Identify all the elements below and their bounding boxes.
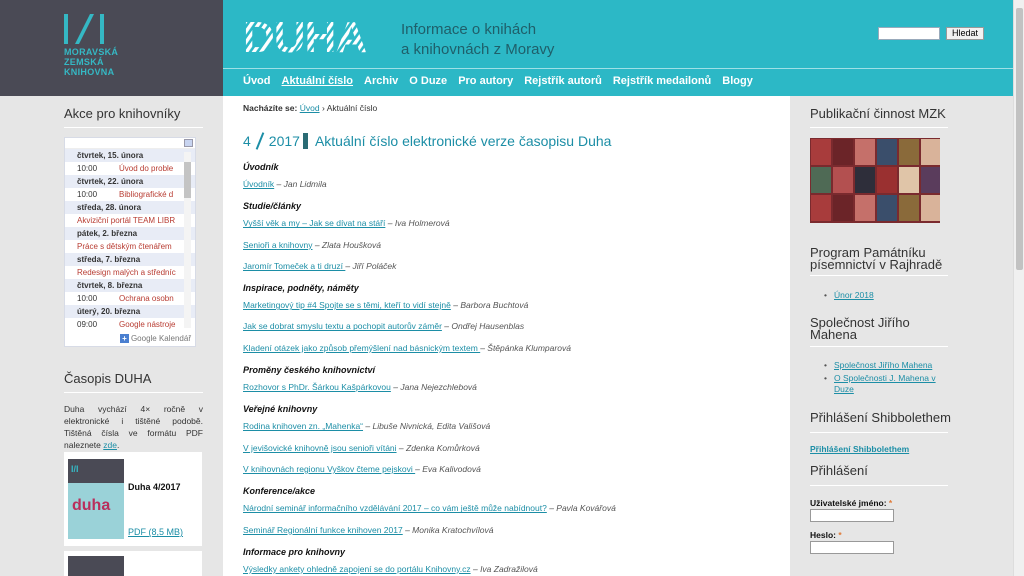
pub-title-rule	[810, 127, 948, 128]
article-link[interactable]: V jevišovické knihovně jsou senioři vítáni	[243, 442, 397, 453]
nav-item[interactable]: Aktuální číslo	[281, 75, 354, 87]
calendar-event[interactable]	[65, 240, 195, 253]
program-title: Program Památníku písemnictví v Rajhradě	[810, 245, 943, 272]
calendar-event-time: 09:00	[77, 320, 98, 329]
casopis-title: Časopis DUHA	[64, 371, 152, 386]
password-label-text: Heslo:	[810, 530, 836, 540]
article-author: Barbora Buchtová	[460, 300, 529, 311]
article-row: Seminář Regionální funkce knihoven 2017 – Monika Kratochvílová	[243, 524, 494, 535]
breadcrumb-current: Aktuální číslo	[326, 103, 378, 113]
issue-name: Duha 4/2017	[128, 482, 181, 492]
article-row: Národní seminář informačního vzdělávání 2017 – co vám ještě může nabídnout? – Pavla Kovářová	[243, 503, 616, 514]
issue-year: 2017	[268, 133, 300, 149]
issue-cover-mark: I/I	[71, 464, 79, 474]
duha-logo[interactable]	[243, 12, 383, 56]
shibboleth-login-link[interactable]: Přihlášení Shibbolethem	[810, 444, 910, 454]
publication-cover	[833, 167, 853, 193]
tagline-line-1: Informace o knihách	[401, 21, 537, 38]
calendar-event-title: Ochrana osobn	[119, 294, 174, 303]
publication-cover	[855, 195, 875, 221]
publications-image[interactable]	[810, 138, 940, 223]
spol-list	[810, 360, 950, 397]
program-title-rule	[810, 275, 948, 276]
events-title: Akce pro knihovníky	[64, 106, 181, 121]
calendar-event[interactable]	[65, 214, 195, 227]
section-heading: Konference/akce	[243, 486, 316, 497]
article-author: Zlata Houšková	[321, 239, 381, 250]
article-author: Iva Zadražilová	[480, 563, 538, 574]
issue-pdf-link[interactable]: PDF (8,5 MB)	[128, 527, 184, 537]
search-button[interactable]: Hledat	[946, 27, 984, 40]
issue-title-text: Aktuální číslo elektronické verze časopisu Duha	[314, 133, 612, 149]
article-author: Monika Kratochvílová	[412, 524, 494, 535]
required-mark: *	[888, 498, 893, 508]
nav-item[interactable]: Pro autory	[458, 75, 514, 87]
main-content	[223, 96, 790, 576]
casopis-pdf-link[interactable]: zde	[103, 440, 117, 450]
calendar-event-title: Redesign malých a středníc	[77, 268, 176, 277]
password-label	[810, 530, 842, 540]
google-calendar-label: Google Kalendář	[130, 334, 191, 343]
pub-title: Publikační činnost MZK	[810, 106, 946, 121]
mzk-logo-icon[interactable]	[64, 14, 104, 44]
calendar-event-title: Akviziční portál TEAM LIBR	[77, 216, 176, 225]
search-input[interactable]	[878, 27, 940, 40]
publication-cover	[921, 195, 940, 221]
calendar-scrollbar-thumb[interactable]	[184, 162, 191, 198]
spol-item	[810, 360, 950, 371]
article-row: V jevišovické knihovně jsou senioři vítáni – Zdenka Komůrková	[243, 442, 480, 453]
calendar-event[interactable]	[65, 292, 195, 305]
spol-link[interactable]: O Společnosti J. Mahena v Duze	[834, 373, 936, 394]
publication-cover	[899, 139, 919, 165]
spol-link[interactable]: Společnost Jiřího Mahena	[834, 360, 933, 370]
publication-cover	[877, 139, 897, 165]
casopis-description: Duha vychází 4× ročně v elektronické i tištěné podobě. Tištěná čísla ve formátu PDF naleznete zde.	[64, 404, 203, 450]
issue-card-next	[64, 551, 202, 576]
calendar-day-header[interactable]: středa, 28. února	[65, 201, 195, 214]
username-label-text: Uživatelské jméno:	[810, 498, 887, 508]
article-row: Výsledky ankety ohledně zapojení se do portálu Knihovny.cz – Iva Zadražilová	[243, 563, 538, 574]
article-link[interactable]: Jaromír Tomeček a ti druzí	[243, 260, 346, 271]
events-title-rule	[64, 127, 203, 128]
calendar-event[interactable]	[65, 188, 195, 201]
article-link[interactable]: Výsledky ankety ohledně zapojení se do portálu Knihovny.cz	[243, 563, 471, 574]
article-link[interactable]: Úvodník	[243, 179, 275, 189]
publication-cover	[899, 167, 919, 193]
article-link[interactable]: Rozhovor s PhDr. Šárkou Kašpárkovou	[243, 382, 391, 393]
tagline	[401, 20, 554, 60]
section-heading: Informace pro knihovny	[243, 546, 346, 557]
publication-cover	[811, 139, 831, 165]
login-title: Přihlášení	[810, 463, 868, 478]
main-nav	[243, 75, 764, 87]
article-row: Rodina knihoven zn. „Mahenka“ – Libuše Nivnická, Edita Vališová	[243, 421, 491, 432]
article-link[interactable]: Rodina knihoven zn. „Mahenka“	[243, 421, 364, 432]
article-author: Iva Holmerová	[394, 218, 450, 229]
publication-cover	[899, 195, 919, 221]
article-link[interactable]: Senioři a knihovny	[243, 239, 313, 250]
article-link[interactable]: Vyšší věk a my – Jak se dívat na stáří	[243, 218, 386, 229]
publication-cover	[833, 195, 853, 221]
article-row: Jak se dobrat smyslu textu a pochopit autorův záměr – Ondřej Hausenblas	[243, 321, 525, 332]
calendar-event-time: 10:00	[77, 190, 98, 199]
title-slash-icon	[255, 132, 264, 149]
article-row: V knihovnách regionu Vyškov čteme pejskovi – Eva Kalivodová	[243, 463, 481, 474]
article-author: Štěpánka Klumparová	[487, 342, 571, 353]
issue-cover-top	[68, 459, 124, 483]
login-title-rule	[810, 485, 948, 486]
page-scrollbar-thumb[interactable]	[1016, 8, 1023, 270]
calendar-dropdown-icon[interactable]	[184, 139, 193, 147]
title-bar-icon	[303, 133, 308, 149]
publication-cover	[811, 195, 831, 221]
table-of-contents	[243, 158, 783, 576]
section-heading: Proměny českého knihovnictví	[243, 365, 376, 376]
duha-logo-text: DUHA	[243, 13, 367, 56]
spol-item	[810, 373, 950, 395]
article-row: Vyšší věk a my – Jak se dívat na stáří – Iva Holmerová	[243, 218, 450, 229]
issue-number: 4	[243, 133, 251, 149]
article-link[interactable]: Marketingový tip #4 Spojte se s těmi, kteří to vidí stejně	[243, 300, 451, 311]
calendar-event-title: Bibliografické d	[119, 190, 174, 199]
issue-cover-word: duha	[72, 497, 111, 514]
casopis-title-rule	[64, 392, 203, 393]
issue-card	[64, 452, 202, 546]
article-link[interactable]: Národní seminář informačního vzdělávání 2017 – co vám ještě může nabídnout?	[243, 503, 547, 514]
article-row: Jaromír Tomeček a ti druzí – Jiří Poláček	[243, 260, 397, 271]
calendar-event-time: 10:00	[77, 294, 98, 303]
article-author: Eva Kalivodová	[422, 463, 481, 474]
breadcrumb-home-link[interactable]: Úvod	[299, 103, 320, 113]
calendar-event[interactable]	[65, 318, 195, 331]
article-link[interactable]: V knihovnách regionu Vyškov čteme pejskovi	[243, 463, 416, 474]
nav-item[interactable]: Rejstřík autorů	[524, 75, 602, 87]
username-label	[810, 498, 892, 508]
issue-cover[interactable]	[68, 459, 124, 539]
spol-title: Společnost Jiřího Mahena	[810, 315, 910, 342]
article-link[interactable]: Jak se dobrat smyslu textu a pochopit autorův záměr	[243, 321, 442, 332]
program-link[interactable]: Únor 2018	[834, 290, 874, 300]
publication-cover	[811, 167, 831, 193]
nav-divider	[223, 68, 1013, 69]
page-title	[243, 132, 611, 150]
nav-item[interactable]: O Duze	[409, 75, 448, 87]
section-heading: Studie/články	[243, 201, 302, 212]
plus-icon: +	[120, 334, 129, 343]
calendar-day-header[interactable]: čtvrtek, 15. února	[65, 149, 195, 162]
breadcrumb: Nacházíte se: Úvod › Aktuální číslo	[243, 103, 378, 113]
google-calendar-widget[interactable]	[64, 137, 196, 347]
article-author: Pavla Kovářová	[556, 503, 616, 514]
calendar-day-header[interactable]: středa, 7. března	[65, 253, 195, 266]
publication-cover	[921, 139, 940, 165]
tagline-line-2: a knihovnách z Moravy	[401, 41, 555, 58]
section-heading: Inspirace, podněty, náměty	[243, 283, 359, 294]
calendar-event[interactable]	[65, 162, 195, 175]
shib-title: Přihlášení Shibbolethem	[810, 410, 951, 425]
password-input[interactable]	[810, 541, 894, 554]
username-input[interactable]	[810, 509, 894, 522]
publication-cover	[855, 139, 875, 165]
article-row: Kladení otázek jako způsob přemýšlení nad básnickým textem – Štěpánka Klumparová	[243, 342, 571, 353]
page-scrollbar[interactable]	[1013, 0, 1024, 576]
right-sidebar	[790, 96, 1013, 576]
publication-cover	[877, 167, 897, 193]
publication-cover	[921, 167, 940, 193]
article-author: Libuše Nivnická, Edita Vališová	[372, 421, 491, 432]
nav-item[interactable]: Blogy	[722, 75, 753, 87]
article-link[interactable]: Kladení otázek jako způsob přemýšlení nad básnickým textem	[243, 342, 481, 353]
calendar-scrollbar[interactable]	[184, 152, 191, 328]
calendar-event-title: Google nástroje	[119, 320, 176, 329]
nav-item[interactable]: Úvod	[243, 75, 271, 87]
program-list	[810, 290, 874, 303]
issue-cover-next-top	[68, 556, 124, 576]
calendar-day-header[interactable]: čtvrtek, 8. března	[65, 279, 195, 292]
calendar-event-time: 10:00	[77, 164, 98, 173]
calendar-day-header[interactable]: pátek, 2. března	[65, 227, 195, 240]
calendar-day-header[interactable]: čtvrtek, 22. února	[65, 175, 195, 188]
publication-cover	[833, 139, 853, 165]
article-author: Jan Lidmila	[283, 179, 327, 189]
calendar-header	[65, 138, 195, 149]
calendar-event-title: Práce s dětským čtenářem	[77, 242, 172, 251]
publication-cover	[877, 195, 897, 221]
google-calendar-link[interactable]	[120, 334, 191, 343]
casopis-description-text: Duha vychází 4× ročně v elektronické i tištěné podobě. Tištěná čísla ve formátu PDF naleznete	[64, 404, 203, 450]
mzk-logo-text[interactable]: MORAVSKÁ ZEMSKÁ KNIHOVNA	[64, 47, 119, 77]
article-row: Rozhovor s PhDr. Šárkou Kašpárkovou – Jana Nejezchlebová	[243, 382, 477, 393]
article-author: Jana Nejezchlebová	[400, 382, 477, 393]
required-mark: *	[838, 530, 842, 540]
calendar-agenda	[65, 149, 195, 331]
mzk-header	[0, 0, 223, 96]
article-link[interactable]: Seminář Regionální funkce knihoven 2017	[243, 524, 403, 535]
article-author: Jiří Poláček	[352, 260, 397, 271]
issue-cover-next[interactable]	[68, 556, 124, 576]
section-heading: Veřejné knihovny	[243, 404, 318, 415]
calendar-day-header[interactable]: úterý, 20. března	[65, 305, 195, 318]
calendar-event-title: Úvod do proble	[119, 164, 174, 173]
nav-item[interactable]: Archiv	[364, 75, 399, 87]
spol-title-rule	[810, 346, 948, 347]
shib-title-rule	[810, 432, 948, 433]
breadcrumb-label: Nacházíte se:	[243, 103, 298, 113]
publication-cover	[855, 167, 875, 193]
program-item	[810, 290, 874, 301]
article-author: Ondřej Hausenblas	[451, 321, 525, 332]
article-row: Marketingový tip #4 Spojte se s těmi, kteří to vidí stejně – Barbora Buchtová	[243, 300, 529, 311]
calendar-event[interactable]	[65, 266, 195, 279]
article-row: Úvodník – Jan Lidmila	[243, 179, 327, 189]
article-author: Zdenka Komůrková	[406, 442, 480, 453]
nav-item[interactable]: Rejstřík medailonů	[612, 75, 712, 87]
section-heading: Úvodník	[243, 162, 279, 172]
article-row: Senioři a knihovny – Zlata Houšková	[243, 239, 381, 250]
